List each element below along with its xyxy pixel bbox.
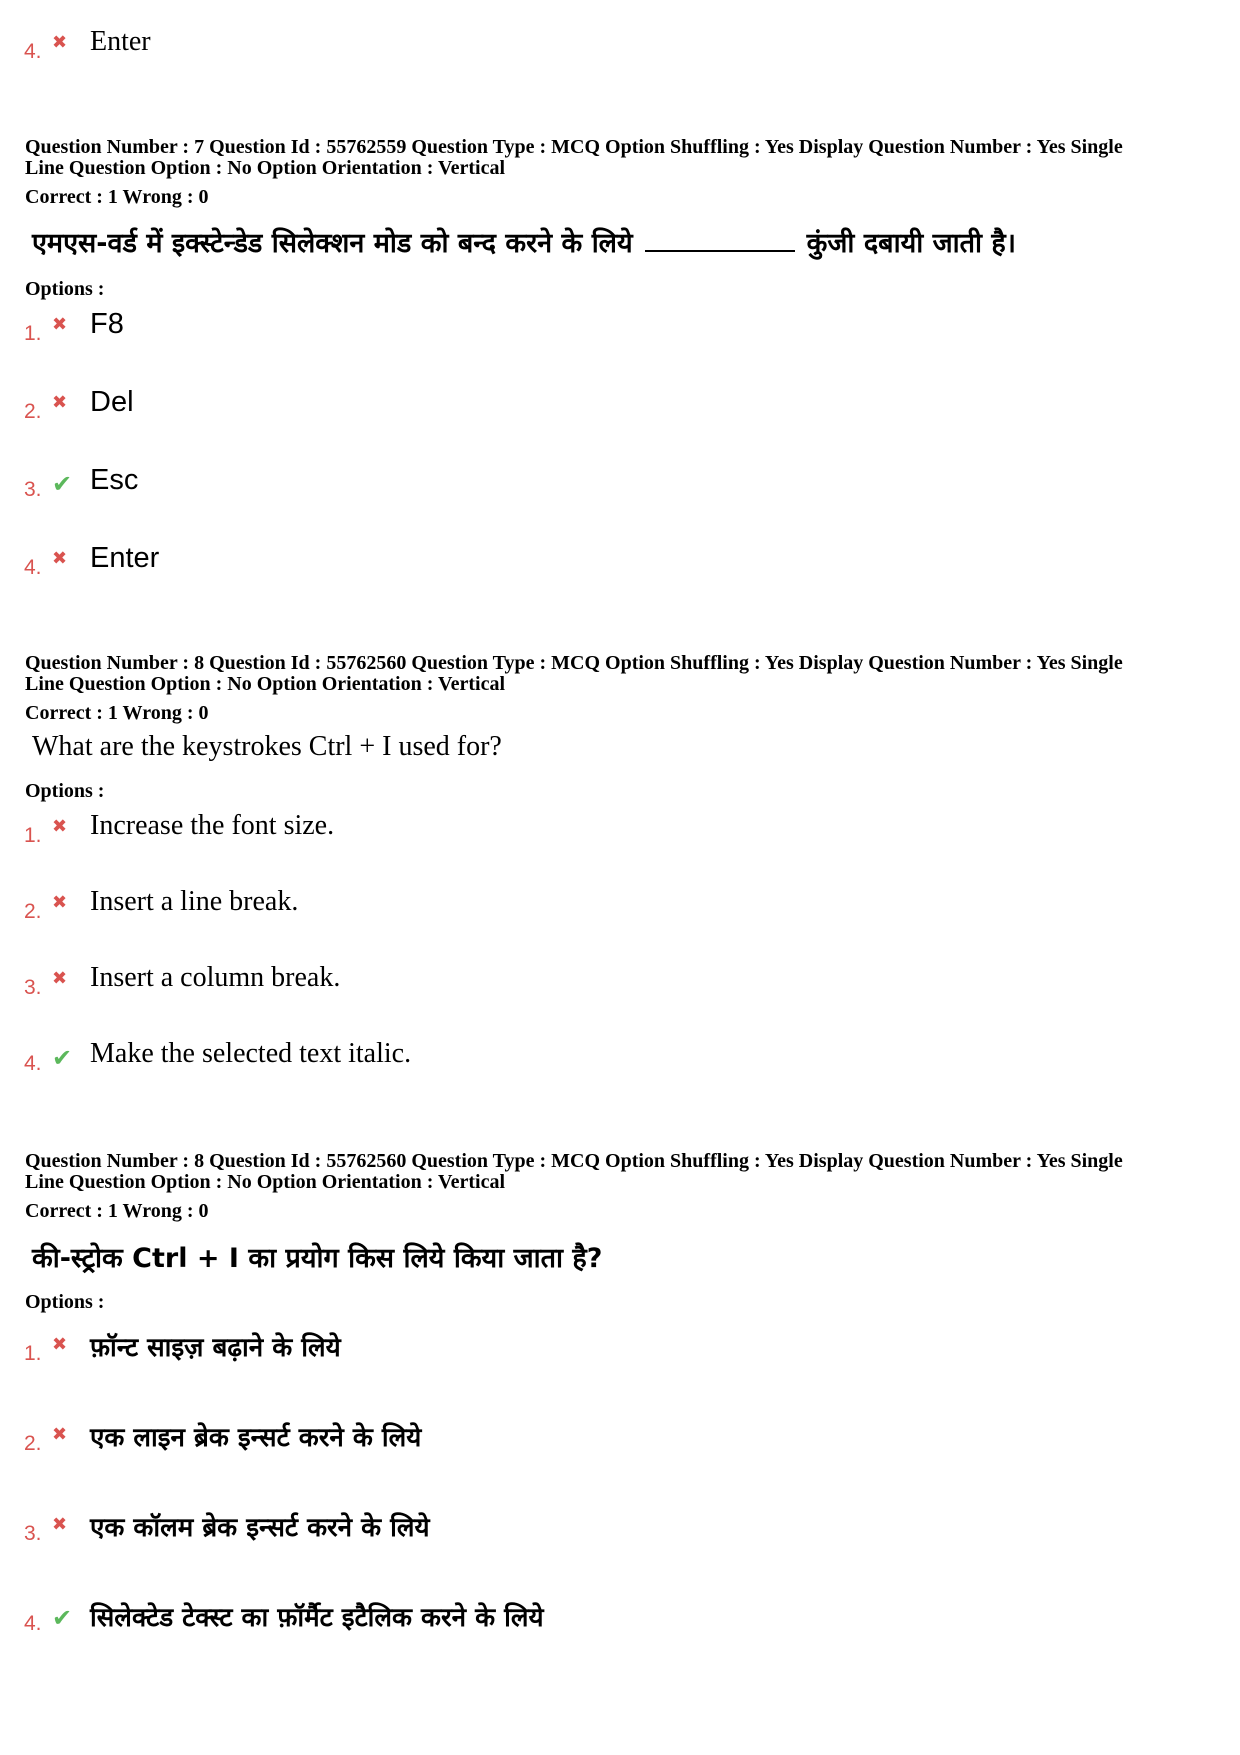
option-number: 3.	[24, 1522, 42, 1545]
option-text: Enter	[90, 542, 160, 574]
option-text: एक कॉलम ब्रेक इन्सर्ट करने के लिये	[90, 1513, 430, 1543]
option-number: 3.	[24, 976, 42, 999]
option-text: Enter	[90, 26, 151, 57]
cross-icon: ✖	[52, 548, 68, 569]
option-number: 1.	[24, 322, 42, 345]
option-text: एक लाइन ब्रेक इन्सर्ट करने के लिये	[90, 1423, 422, 1453]
options-label: Options :	[25, 1291, 105, 1313]
check-icon: ✔	[52, 1044, 73, 1072]
option-text: Esc	[90, 464, 139, 496]
answer-blank	[645, 249, 795, 252]
option-text: सिलेक्टेड टेक्स्ट का फ़ॉर्मैट इटैलिक करने के लिये	[90, 1603, 544, 1633]
option-text: Del	[90, 386, 134, 418]
option-number: 2.	[24, 900, 42, 923]
question-meta: Line Question Option : No Option Orientation : Vertical	[25, 1171, 506, 1193]
option-number: 1.	[24, 1342, 42, 1365]
check-icon: ✔	[52, 470, 73, 498]
option-number: 2.	[24, 400, 42, 423]
cross-icon: ✖	[52, 816, 68, 837]
question-meta: Question Number : 8 Question Id : 55762560 Question Type : MCQ Option Shuffling : Yes Display Question Number : Yes Single	[25, 1150, 1123, 1172]
option-number: 1.	[24, 824, 42, 847]
options-label: Options :	[25, 780, 105, 802]
question-score: Correct : 1 Wrong : 0	[25, 1200, 209, 1222]
check-icon: ✔	[52, 1604, 73, 1632]
question-meta: Question Number : 8 Question Id : 55762560 Question Type : MCQ Option Shuffling : Yes Display Question Number : Yes Single	[25, 652, 1123, 674]
option-text: Increase the font size.	[90, 810, 335, 841]
cross-icon: ✖	[52, 1514, 68, 1535]
option-number: 2.	[24, 1432, 42, 1455]
cross-icon: ✖	[52, 968, 68, 989]
option-text: फ़ॉन्ट साइज़ बढ़ाने के लिये	[90, 1333, 341, 1363]
cross-icon: ✖	[52, 892, 68, 913]
question-text	[32, 223, 1016, 260]
option-number: 3.	[24, 478, 42, 501]
question-text: की-स्ट्रोक Ctrl + I का प्रयोग किस लिये किया जाता है?	[32, 1243, 603, 1274]
question-meta: Line Question Option : No Option Orientation : Vertical	[25, 157, 506, 179]
option-text: Insert a line break.	[90, 886, 299, 917]
cross-icon: ✖	[52, 314, 68, 335]
question-text: What are the keystrokes Ctrl + I used for?	[32, 731, 502, 762]
question-text-after: कुंजी दबायी जाती है।	[806, 228, 1016, 259]
question-score: Correct : 1 Wrong : 0	[25, 186, 209, 208]
option-number: 4.	[24, 556, 42, 579]
option-text: F8	[90, 308, 124, 340]
cross-icon: ✖	[52, 1334, 68, 1355]
cross-icon: ✖	[52, 1424, 68, 1445]
option-number: 4.	[24, 1052, 42, 1075]
cross-icon: ✖	[52, 392, 68, 413]
option-number: 4.	[24, 1612, 42, 1635]
options-label: Options :	[25, 278, 105, 300]
question-meta: Question Number : 7 Question Id : 55762559 Question Type : MCQ Option Shuffling : Yes Display Question Number : Yes Single	[25, 136, 1123, 158]
option-number: 4.	[24, 40, 42, 63]
question-text-before: एमएस-वर्ड में इक्स्टेन्डेड सिलेक्शन मोड को बन्द करने के लिये	[32, 228, 633, 259]
question-score: Correct : 1 Wrong : 0	[25, 702, 209, 724]
question-meta: Line Question Option : No Option Orientation : Vertical	[25, 673, 506, 695]
option-text: Make the selected text italic.	[90, 1038, 412, 1069]
cross-icon: ✖	[52, 32, 68, 53]
option-text: Insert a column break.	[90, 962, 341, 993]
